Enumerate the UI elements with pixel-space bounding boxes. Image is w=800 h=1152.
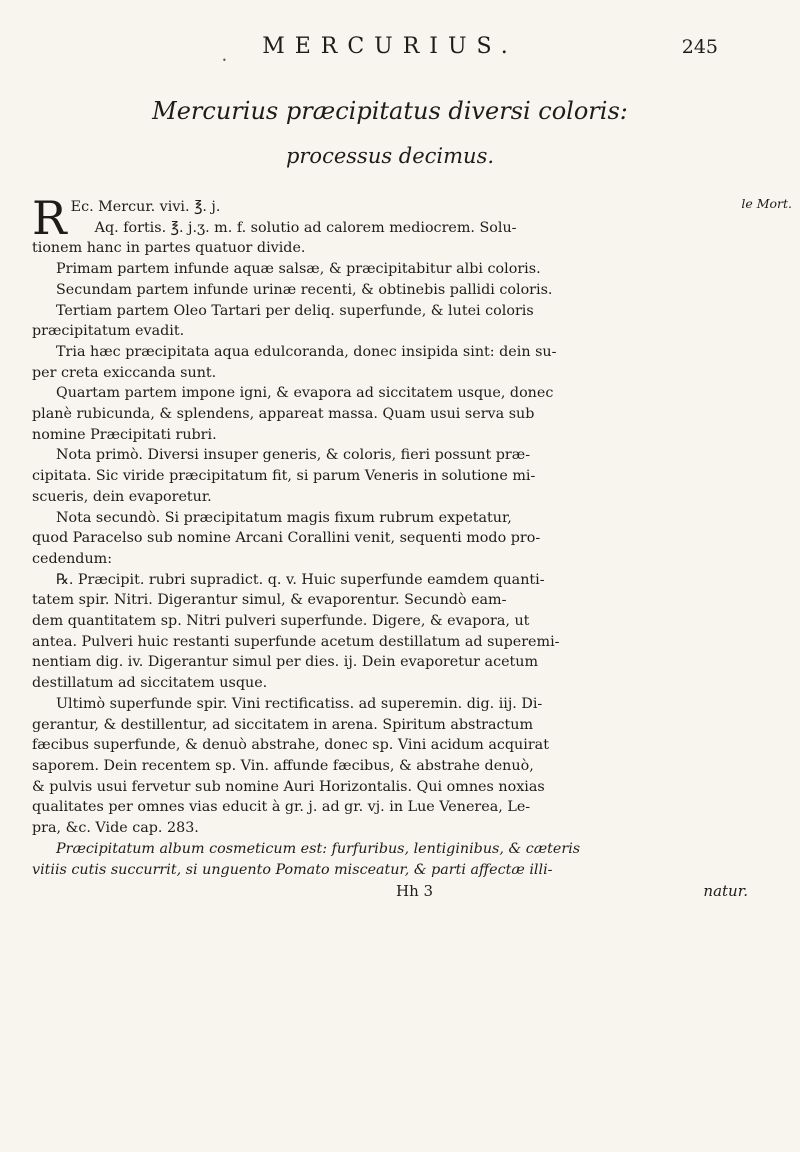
text-line: planè rubicunda, & splendens, appareat massa. Quam usui serva sub	[32, 406, 535, 423]
text-line: & pulvis usui fervetur sub nomine Auri Horizontalis. Qui omnes noxias	[32, 778, 545, 795]
text-line: tatem spir. Nitri. Digerantur simul, & evaporentur. Secundò eam-	[32, 592, 507, 609]
text-line: Nota primò. Diversi insuper generis, & coloris, fieri possunt præ-	[56, 447, 531, 464]
running-title: MERCURIUS.	[262, 34, 518, 59]
text-line: gerantur, & destillentur, ad siccitatem in arena. Spiritum abstractum	[32, 716, 534, 733]
text-line: Præcipitatum album cosmeticum est: furfuribus, lentiginibus, & cæteris	[56, 840, 581, 857]
chapter-title: Mercurius præcipitatus diversi coloris:	[152, 97, 628, 125]
page-footer	[32, 882, 748, 906]
text-line: Aq. fortis. ℥. j.ʒ. m. f. solutio ad calorem mediocrem. Solu-	[94, 219, 517, 236]
text-line: ℞. Præcipit. rubri supradict. q. v. Huic superfunde eamdem quanti-	[56, 571, 545, 588]
text-line: per creta exiccanda sunt.	[32, 364, 217, 381]
text-line: cedendum:	[32, 550, 113, 567]
text-line: præcipitatum evadit.	[32, 323, 185, 340]
text-line: qualitates per omnes vias educit à gr. j. ad gr. vj. in Lue Venerea, Le-	[32, 799, 531, 816]
text-line: Ec. Mercur. vivi. ℥. j.	[70, 199, 221, 215]
text-line: Nota secundò. Si præcipitatum magis fixum rubrum expetatur,	[56, 509, 512, 526]
text-line: Primam partem infunde aquæ salsæ, & præcipitabitur albi coloris.	[56, 261, 541, 278]
page-number: 245	[681, 36, 718, 58]
catchword: natur.	[703, 882, 748, 901]
text-line: Tertiam partem Oleo Tartari per deliq. superfunde, & lutei coloris	[56, 302, 534, 319]
signature-mark: Hh 3	[396, 882, 434, 901]
text-line: cipitata. Sic viride præcipitatum fit, si parum Veneris in solutione mi-	[32, 468, 536, 485]
text-line: scueris, dein evaporetur.	[32, 488, 212, 505]
margin-note: le Mort.	[741, 196, 792, 211]
main-text	[32, 191, 792, 880]
text-line: nomine Præcipitati rubri.	[32, 426, 217, 443]
text-line: Tria hæc præcipitata aqua edulcoranda, donec insipida sint: dein su-	[56, 343, 557, 360]
text-line: nentiam dig. iv. Digerantur simul per dies. ij. Dein evaporetur acetum	[32, 654, 539, 671]
text-line: Quartam partem impone igni, & evapora ad siccitatem usque, donec	[56, 385, 554, 402]
text-line: quod Paracelso sub nomine Arcani Corallini venit, sequenti modo pro-	[32, 530, 541, 547]
text-line: destillatum ad siccitatem usque.	[32, 675, 268, 692]
text-line: pra, &c. Vide cap. 283.	[32, 820, 199, 837]
text-line: antea. Pulveri huic restanti superfunde acetum destillatum ad superemi-	[32, 633, 560, 650]
drop-capital: R	[32, 191, 67, 245]
text-line: fæcibus superfunde, & denuò abstrahe, donec sp. Vini acidum acquirat	[32, 737, 549, 754]
text-line: vitiis cutis succurrit, si unguento Pomato misceatur, & parti affectæ illi-	[32, 861, 553, 878]
text-line: Ultimò superfunde spir. Vini rectificatiss. ad superemin. dig. iij. Di-	[56, 695, 543, 712]
text-line: saporem. Dein recentem sp. Vin. affunde fæcibus, & abstrahe denuò,	[32, 757, 534, 774]
chapter-subtitle: processus decimus.	[285, 144, 495, 168]
printer-ornament-icon: •	[222, 56, 227, 65]
text-line: tionem hanc in partes quatuor divide.	[32, 240, 306, 257]
running-head	[32, 34, 748, 72]
text-line: Secundam partem infunde urinæ recenti, & obtinebis pallidi coloris.	[56, 281, 553, 298]
text-line: dem quantitatem sp. Nitri pulveri superfunde. Digere, & evapora, ut	[32, 613, 530, 630]
